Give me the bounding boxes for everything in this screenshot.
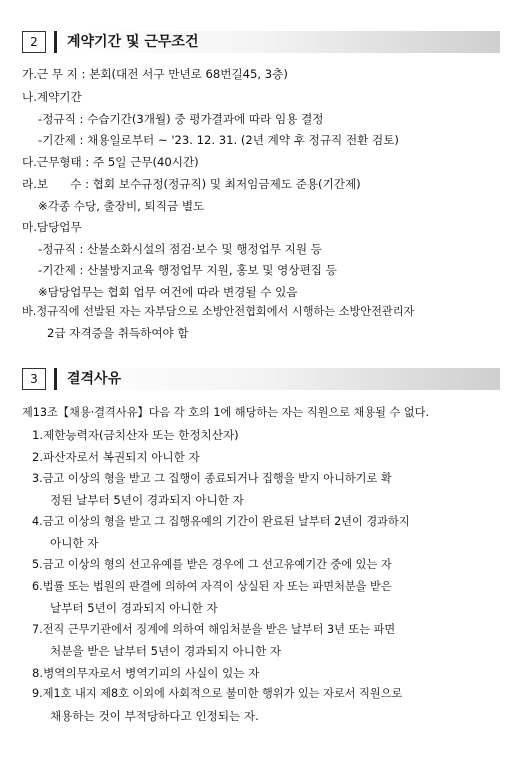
list-item — [38, 111, 324, 127]
list-item — [22, 304, 414, 320]
item-text: 병역의무자로서 병역기피의 사실이 있는 자 — [43, 666, 260, 680]
list-item — [22, 176, 361, 192]
list-item — [32, 514, 410, 530]
item-marker: 3. — [32, 472, 43, 485]
item-text: 보 수 : 협회 보수규정(정규직) 및 최저임금제도 준용(기간제) — [36, 177, 361, 191]
item-marker: - — [38, 242, 43, 256]
item-marker: 가. — [22, 67, 37, 81]
item-text: 정규직 : 수습기간(3개월) 중 평가결과에 따라 임용 결정 — [42, 112, 324, 126]
item-marker: 6. — [32, 580, 43, 593]
section-title-bar — [54, 368, 500, 390]
list-item — [38, 132, 399, 148]
item-marker: 다. — [22, 155, 37, 169]
section-title-bar — [54, 31, 500, 53]
item-text: 담당업무 — [36, 220, 82, 234]
note-icon: ※ — [38, 199, 48, 213]
list-item — [32, 557, 392, 573]
list-item — [32, 471, 392, 487]
item-text: 처분을 받은 날부터 5년이 경과되지 아니한 자 — [50, 644, 282, 658]
item-text: 금고 이상의 형을 받고 그 집행이 종료되거나 집행을 받지 아니하기로 확 — [42, 472, 392, 485]
item-text: 금고 이상의 형을 받고 그 집행유예의 기간이 완료된 날부터 2년이 경과하지 — [42, 515, 410, 528]
list-item — [38, 241, 322, 257]
item-marker: 9. — [32, 687, 43, 700]
item-text: 2급 자격증을 취득하여야 함 — [47, 326, 189, 340]
item-text: 전직 근무기관에서 징계에 의하여 해임처분을 받은 날부터 3년 또는 파면 — [42, 623, 396, 636]
item-marker: 4. — [32, 515, 43, 528]
item-text: 각종 수당, 출장비, 퇴직금 별도 — [47, 199, 205, 213]
list-item — [32, 665, 259, 681]
note-icon: ※ — [38, 285, 48, 299]
item-marker: 나. — [22, 90, 37, 104]
list-item — [38, 262, 337, 278]
list-item — [50, 492, 244, 508]
section-number: 3 — [22, 368, 46, 390]
item-text: 정규직에 선발된 자는 자부담으로 소방안전협회에서 시행하는 소방안전관리자 — [36, 305, 415, 318]
item-text: 기간제 : 산불방지교육 행정업무 지원, 홍보 및 영상편집 등 — [42, 263, 337, 277]
item-text: 제한능력자(금치산자 또는 한정치산자) — [43, 428, 239, 442]
item-text: 금고 이상의 형의 선고유예를 받은 경우에 그 선고유예기간 중에 있는 자 — [42, 558, 392, 571]
list-item — [22, 89, 82, 105]
list-item — [50, 643, 281, 659]
item-text: 근 무 지 : 본회(대전 서구 만년로 68번길45, 3층) — [36, 67, 288, 81]
item-text: 아니한 자 — [50, 536, 99, 550]
item-text: 파산자로서 복권되지 아니한 자 — [43, 450, 200, 464]
item-text: 정된 날부터 5년이 경과되지 아니한 자 — [50, 493, 244, 507]
item-marker: - — [38, 112, 43, 126]
list-item — [50, 535, 98, 551]
section-title: 계약기간 및 근무조건 — [67, 34, 199, 50]
list-item — [38, 198, 204, 214]
item-text: 채용하는 것이 부적당하다고 인정되는 자. — [50, 709, 259, 723]
list-item — [22, 219, 82, 235]
list-item — [32, 579, 392, 595]
item-marker: - — [38, 133, 43, 147]
item-marker: 8. — [32, 666, 44, 680]
list-item — [22, 154, 199, 170]
list-item — [32, 622, 395, 638]
list-item — [32, 427, 239, 443]
section-3-header — [22, 368, 500, 390]
item-text: 기간제 : 채용일로부터 ~ '23. 12. 31. (2년 계약 후 정규직 전환 검토) — [42, 133, 399, 147]
item-marker: 1. — [32, 428, 44, 442]
item-marker: 라. — [22, 177, 37, 191]
item-text: 담당업무는 협회 업무 여건에 따라 변경될 수 있음 — [47, 285, 298, 299]
item-text: 날부터 5년이 경과되지 아니한 자 — [50, 601, 218, 615]
list-item — [22, 66, 288, 82]
item-marker: 5. — [32, 558, 43, 571]
list-item — [38, 284, 298, 300]
section-intro: 제13조【채용·결격사유】다음 각 호의 1에 해당하는 자는 직원으로 채용될 수 없다. — [22, 406, 430, 419]
list-item — [32, 449, 200, 465]
list-item — [50, 600, 218, 616]
item-marker: - — [38, 263, 43, 277]
item-text: 계약기간 — [36, 90, 82, 104]
section-title: 결격사유 — [67, 371, 122, 387]
list-item — [50, 708, 259, 724]
item-text: 정규직 : 산불소화시설의 점검·보수 및 행정업무 지원 등 — [42, 242, 322, 256]
section-number: 2 — [22, 31, 46, 53]
item-marker: 바. — [22, 305, 37, 318]
item-marker: 7. — [32, 623, 43, 636]
item-marker: 마. — [22, 220, 37, 234]
item-text: 근무형태 : 주 5일 근무(40시간) — [36, 155, 199, 169]
item-marker: 2. — [32, 450, 44, 464]
item-text: 법률 또는 법원의 판결에 의하여 자격이 상실된 자 또는 파면처분을 받은 — [42, 580, 392, 593]
list-item — [32, 686, 402, 702]
section-2-header — [22, 31, 500, 53]
item-text: 제1호 내지 제8호 이외에 사회적으로 불미한 행위가 있는 자로서 직원으로 — [42, 687, 403, 700]
list-item — [47, 325, 189, 341]
